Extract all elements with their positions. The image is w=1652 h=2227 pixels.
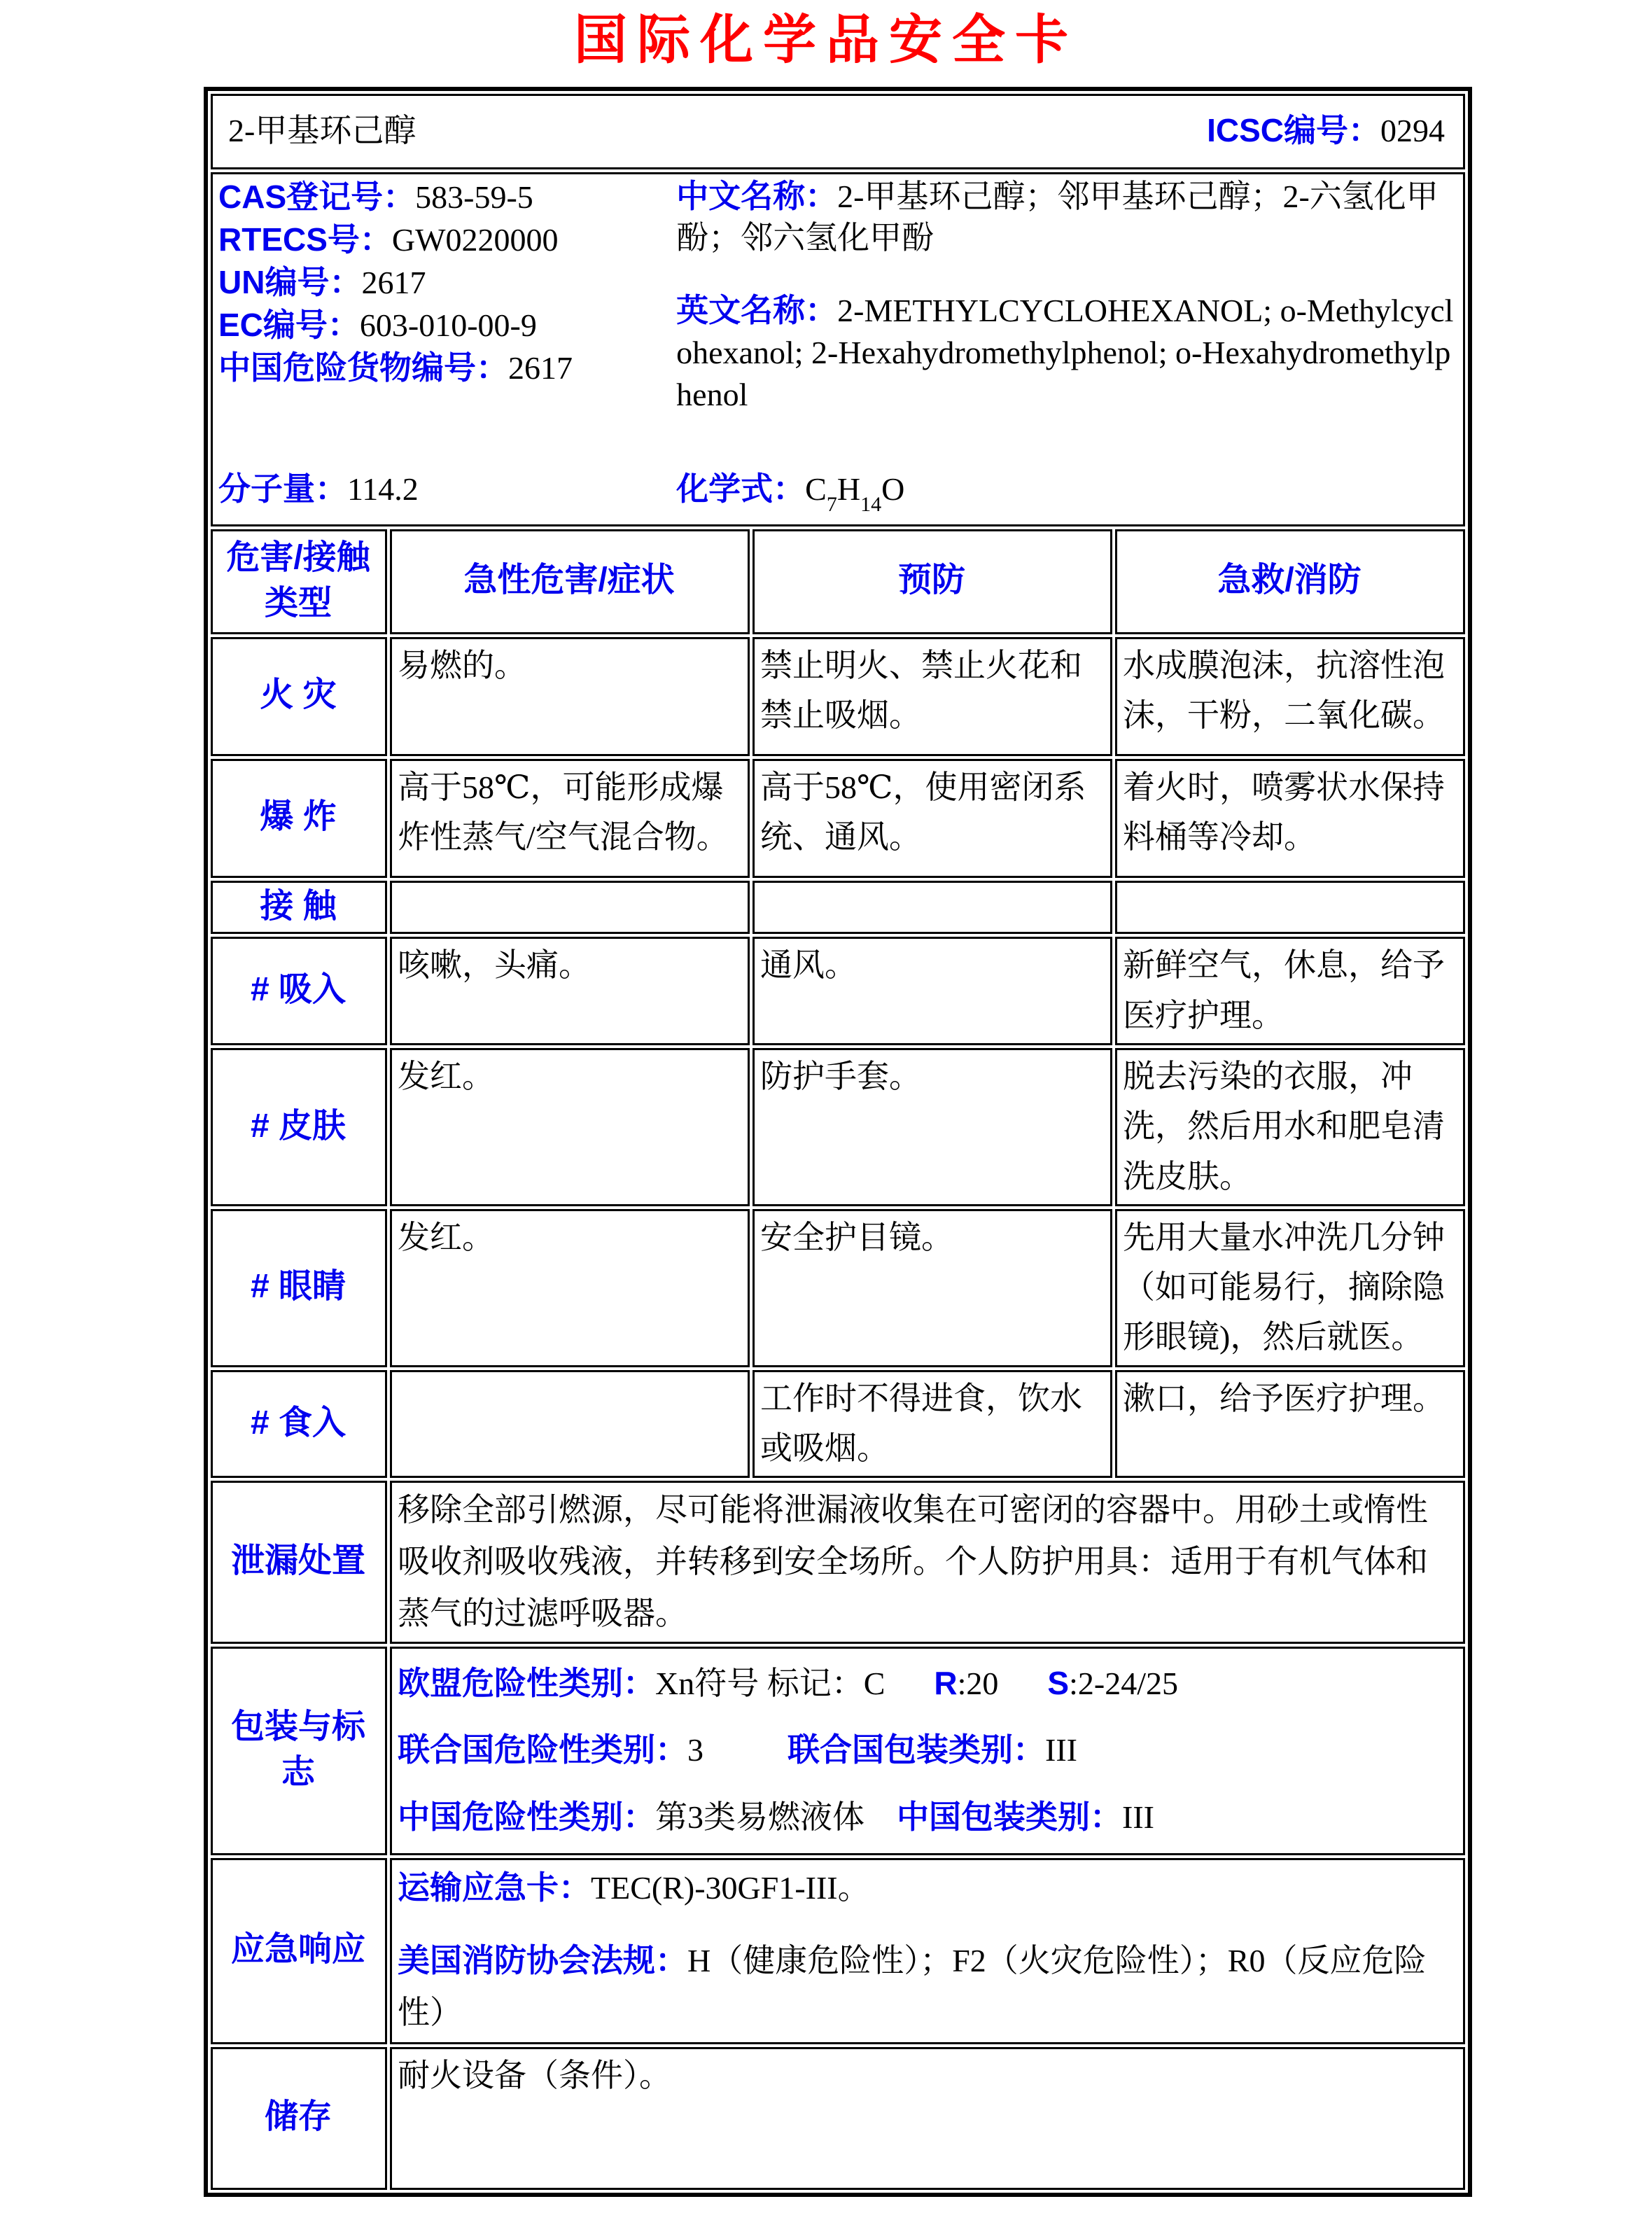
skin-first-aid: 脱去污染的衣服，冲洗，然后用水和肥皂清洗皮肤。: [1115, 1048, 1465, 1206]
inhalation-category: # 吸入: [211, 937, 387, 1045]
fire-prevention: 禁止明火、禁止火花和禁止吸烟。: [752, 637, 1112, 756]
chinese-name-value: 2-甲基环己醇；邻甲基环己醇；2-六氢化甲酚；邻六氢化甲酚: [676, 178, 1438, 256]
icsc-card-table: [204, 87, 1472, 2197]
storage-content: [390, 2047, 1465, 2190]
formula-h: H: [836, 471, 861, 508]
cn-pack-group-value: III: [1122, 1799, 1154, 1835]
chemical-formula-label: 化学式：: [676, 470, 806, 508]
molecular-weight: [218, 464, 676, 522]
skin-symptoms: 发红。: [390, 1048, 750, 1206]
english-name: [676, 290, 1456, 415]
cas-label: CAS登记号：: [218, 178, 416, 215]
rtecs-value: GW0220000: [391, 221, 559, 258]
formula-o: O: [881, 471, 905, 508]
icsc-number-label: ICSC编号：: [1207, 111, 1380, 148]
cn-hazard-class-line: [398, 1784, 1456, 1850]
page-title: 国际化学品安全卡: [574, 11, 1078, 70]
english-name-label: 英文名称：: [676, 292, 838, 329]
ingestion-symptoms: [390, 1370, 750, 1479]
china-dg-label: 中国危险货物编号：: [218, 349, 508, 386]
ingestion-prevention: 工作时不得进食，饮水或吸烟。: [752, 1370, 1112, 1479]
explosion-prevention: 高于58℃，使用密闭系统、通风。: [752, 759, 1112, 878]
ec-value: 603-010-00-9: [359, 307, 537, 344]
spill-category: 泄漏处置: [211, 1481, 387, 1644]
un-hazard-class-line: [398, 1717, 1456, 1783]
exposure-first-aid: [1115, 881, 1465, 935]
spill-text: 移除全部引燃源，尽可能将泄漏液收集在可密闭的容器中。用砂土或惰性吸收剂吸收残液，并转移到安全场所。个人防护用具：适用于有机气体和蒸气的过滤呼吸器。: [398, 1492, 1428, 1631]
ec-number: [218, 304, 676, 347]
un-hazard-class-value: 3: [687, 1732, 704, 1768]
eu-hazard-class-value: Xn符号 标记：C: [655, 1666, 886, 1702]
skin-row: [211, 1048, 1465, 1206]
formula-c: C: [805, 471, 827, 508]
skin-prevention: 防护手套。: [752, 1048, 1112, 1206]
un-value: 2617: [361, 264, 426, 300]
tec-card-label: 运输应急卡：: [398, 1869, 591, 1906]
inhalation-prevention: 通风。: [752, 937, 1112, 1045]
fire-row: [211, 637, 1465, 756]
exposure-symptoms: [390, 881, 750, 935]
icsc-number-value: 0294: [1380, 112, 1445, 148]
packaging-content: [390, 1647, 1465, 1855]
eu-hazard-class-label: 欧盟危险性类别：: [398, 1665, 655, 1702]
eyes-first-aid: 先用大量水冲洗几分钟（如可能易行，摘除隐形眼镜)，然后就医。: [1115, 1209, 1465, 1367]
emergency-category: 应急响应: [211, 1858, 387, 2044]
spill-content: [390, 1481, 1465, 1644]
r-phrase-label: R: [934, 1665, 958, 1702]
card-header-row: [211, 94, 1465, 169]
formula-c-subscript: 7: [826, 493, 837, 517]
spill-row: [211, 1481, 1465, 1644]
explosion-symptoms: 高于58℃，可能形成爆炸性蒸气/空气混合物。: [390, 759, 750, 878]
rtecs-label: RTECS号：: [218, 221, 392, 258]
molecular-weight-label: 分子量：: [218, 470, 347, 508]
english-name-value: 2-METHYLCYCLOHEXANOL; o-Methylcyclohexanol; 2-Hexahydromethylphenol; o-Hexahydromethylphenol: [676, 293, 1454, 412]
cn-hazard-class-value: 第3类易燃液体: [655, 1799, 864, 1835]
storage-row: [211, 2047, 1465, 2190]
un-pack-group-value: III: [1045, 1732, 1077, 1768]
nfpa-line: [398, 1934, 1456, 2039]
eyes-row: [211, 1209, 1465, 1367]
molecular-weight-value: 114.2: [347, 471, 419, 508]
chinese-name-label: 中文名称：: [676, 177, 838, 214]
storage-category: 储存: [211, 2047, 387, 2190]
eyes-symptoms: 发红。: [390, 1209, 750, 1367]
un-hazard-class-label: 联合国危险性类别：: [398, 1731, 687, 1768]
packaging-category: 包装与标志: [211, 1647, 387, 1855]
registry-numbers: [218, 176, 676, 416]
packaging-row: [211, 1647, 1465, 1855]
identification-row: [211, 172, 1465, 526]
s-phrase-value: :2-24/25: [1069, 1666, 1178, 1702]
cas-number: [218, 176, 676, 218]
un-label: UN编号：: [218, 263, 362, 300]
fire-first-aid: 水成膜泡沫，抗溶性泡沫，干粉，二氧化碳。: [1115, 637, 1465, 756]
substance-names: [676, 176, 1456, 416]
china-dg-value: 2617: [508, 350, 573, 386]
identification-cell: [211, 172, 1465, 526]
storage-text: 耐火设备（条件）。: [398, 2057, 671, 2093]
r-phrase-value: :20: [957, 1666, 999, 1702]
header-hazard-type: 危害/接触类型: [211, 529, 387, 634]
emergency-content: [390, 1858, 1465, 2044]
hazard-header-row: [211, 529, 1465, 634]
explosion-first-aid: 着火时，喷雾状水保持料桶等冷却。: [1115, 759, 1465, 878]
eu-hazard-class-line: [398, 1650, 1456, 1717]
chinese-name: [676, 176, 1456, 260]
tec-card-line: [398, 1862, 1456, 1915]
exposure-row: [211, 881, 1465, 935]
inhalation-first-aid: 新鲜空气，休息，给予医疗护理。: [1115, 937, 1465, 1045]
cn-pack-group-label: 中国包装类别：: [897, 1798, 1122, 1835]
eyes-prevention: 安全护目镜。: [752, 1209, 1112, 1367]
substance-name: 2-甲基环己醇: [228, 112, 416, 148]
fire-symptoms: 易燃的。: [390, 637, 750, 756]
card-header-cell: [211, 94, 1465, 169]
s-phrase-label: S: [1047, 1665, 1070, 1702]
ingestion-first-aid: 漱口，给予医疗护理。: [1115, 1370, 1465, 1479]
rtecs-number: [218, 218, 676, 261]
exposure-category: 接 触: [211, 881, 387, 935]
nfpa-label: 美国消防协会法规：: [398, 1941, 687, 1978]
chemical-formula: [676, 464, 1456, 522]
ingestion-category: # 食入: [211, 1370, 387, 1479]
inhalation-row: [211, 937, 1465, 1045]
icsc-number: [1207, 106, 1445, 155]
tec-card-value: TEC(R)-30GF1-III。: [591, 1870, 870, 1906]
header-prevention: 预防: [752, 529, 1112, 634]
inhalation-symptoms: 咳嗽，头痛。: [390, 937, 750, 1045]
china-dg-number: [218, 347, 676, 389]
emergency-row: [211, 1858, 1465, 2044]
un-pack-group-label: 联合国包装类别：: [788, 1731, 1045, 1768]
formula-h-subscript: 14: [860, 493, 882, 517]
exposure-prevention: [752, 881, 1112, 935]
eyes-category: # 眼睛: [211, 1209, 387, 1367]
un-number: [218, 261, 676, 304]
explosion-row: [211, 759, 1465, 878]
explosion-category: 爆 炸: [211, 759, 387, 878]
cn-hazard-class-label: 中国危险性类别：: [398, 1798, 655, 1835]
skin-category: # 皮肤: [211, 1048, 387, 1206]
nfpa-value: H（健康危险性）；F2（火灾危险性）；R0（反应危险性）: [398, 1942, 1427, 2031]
fire-category: 火 灾: [211, 637, 387, 756]
ec-label: EC编号：: [218, 307, 360, 344]
ingestion-row: [211, 1370, 1465, 1479]
header-acute-symptoms: 急性危害/症状: [390, 529, 750, 634]
header-first-aid: 急救/消防: [1115, 529, 1465, 634]
cas-value: 583-59-5: [415, 179, 533, 215]
